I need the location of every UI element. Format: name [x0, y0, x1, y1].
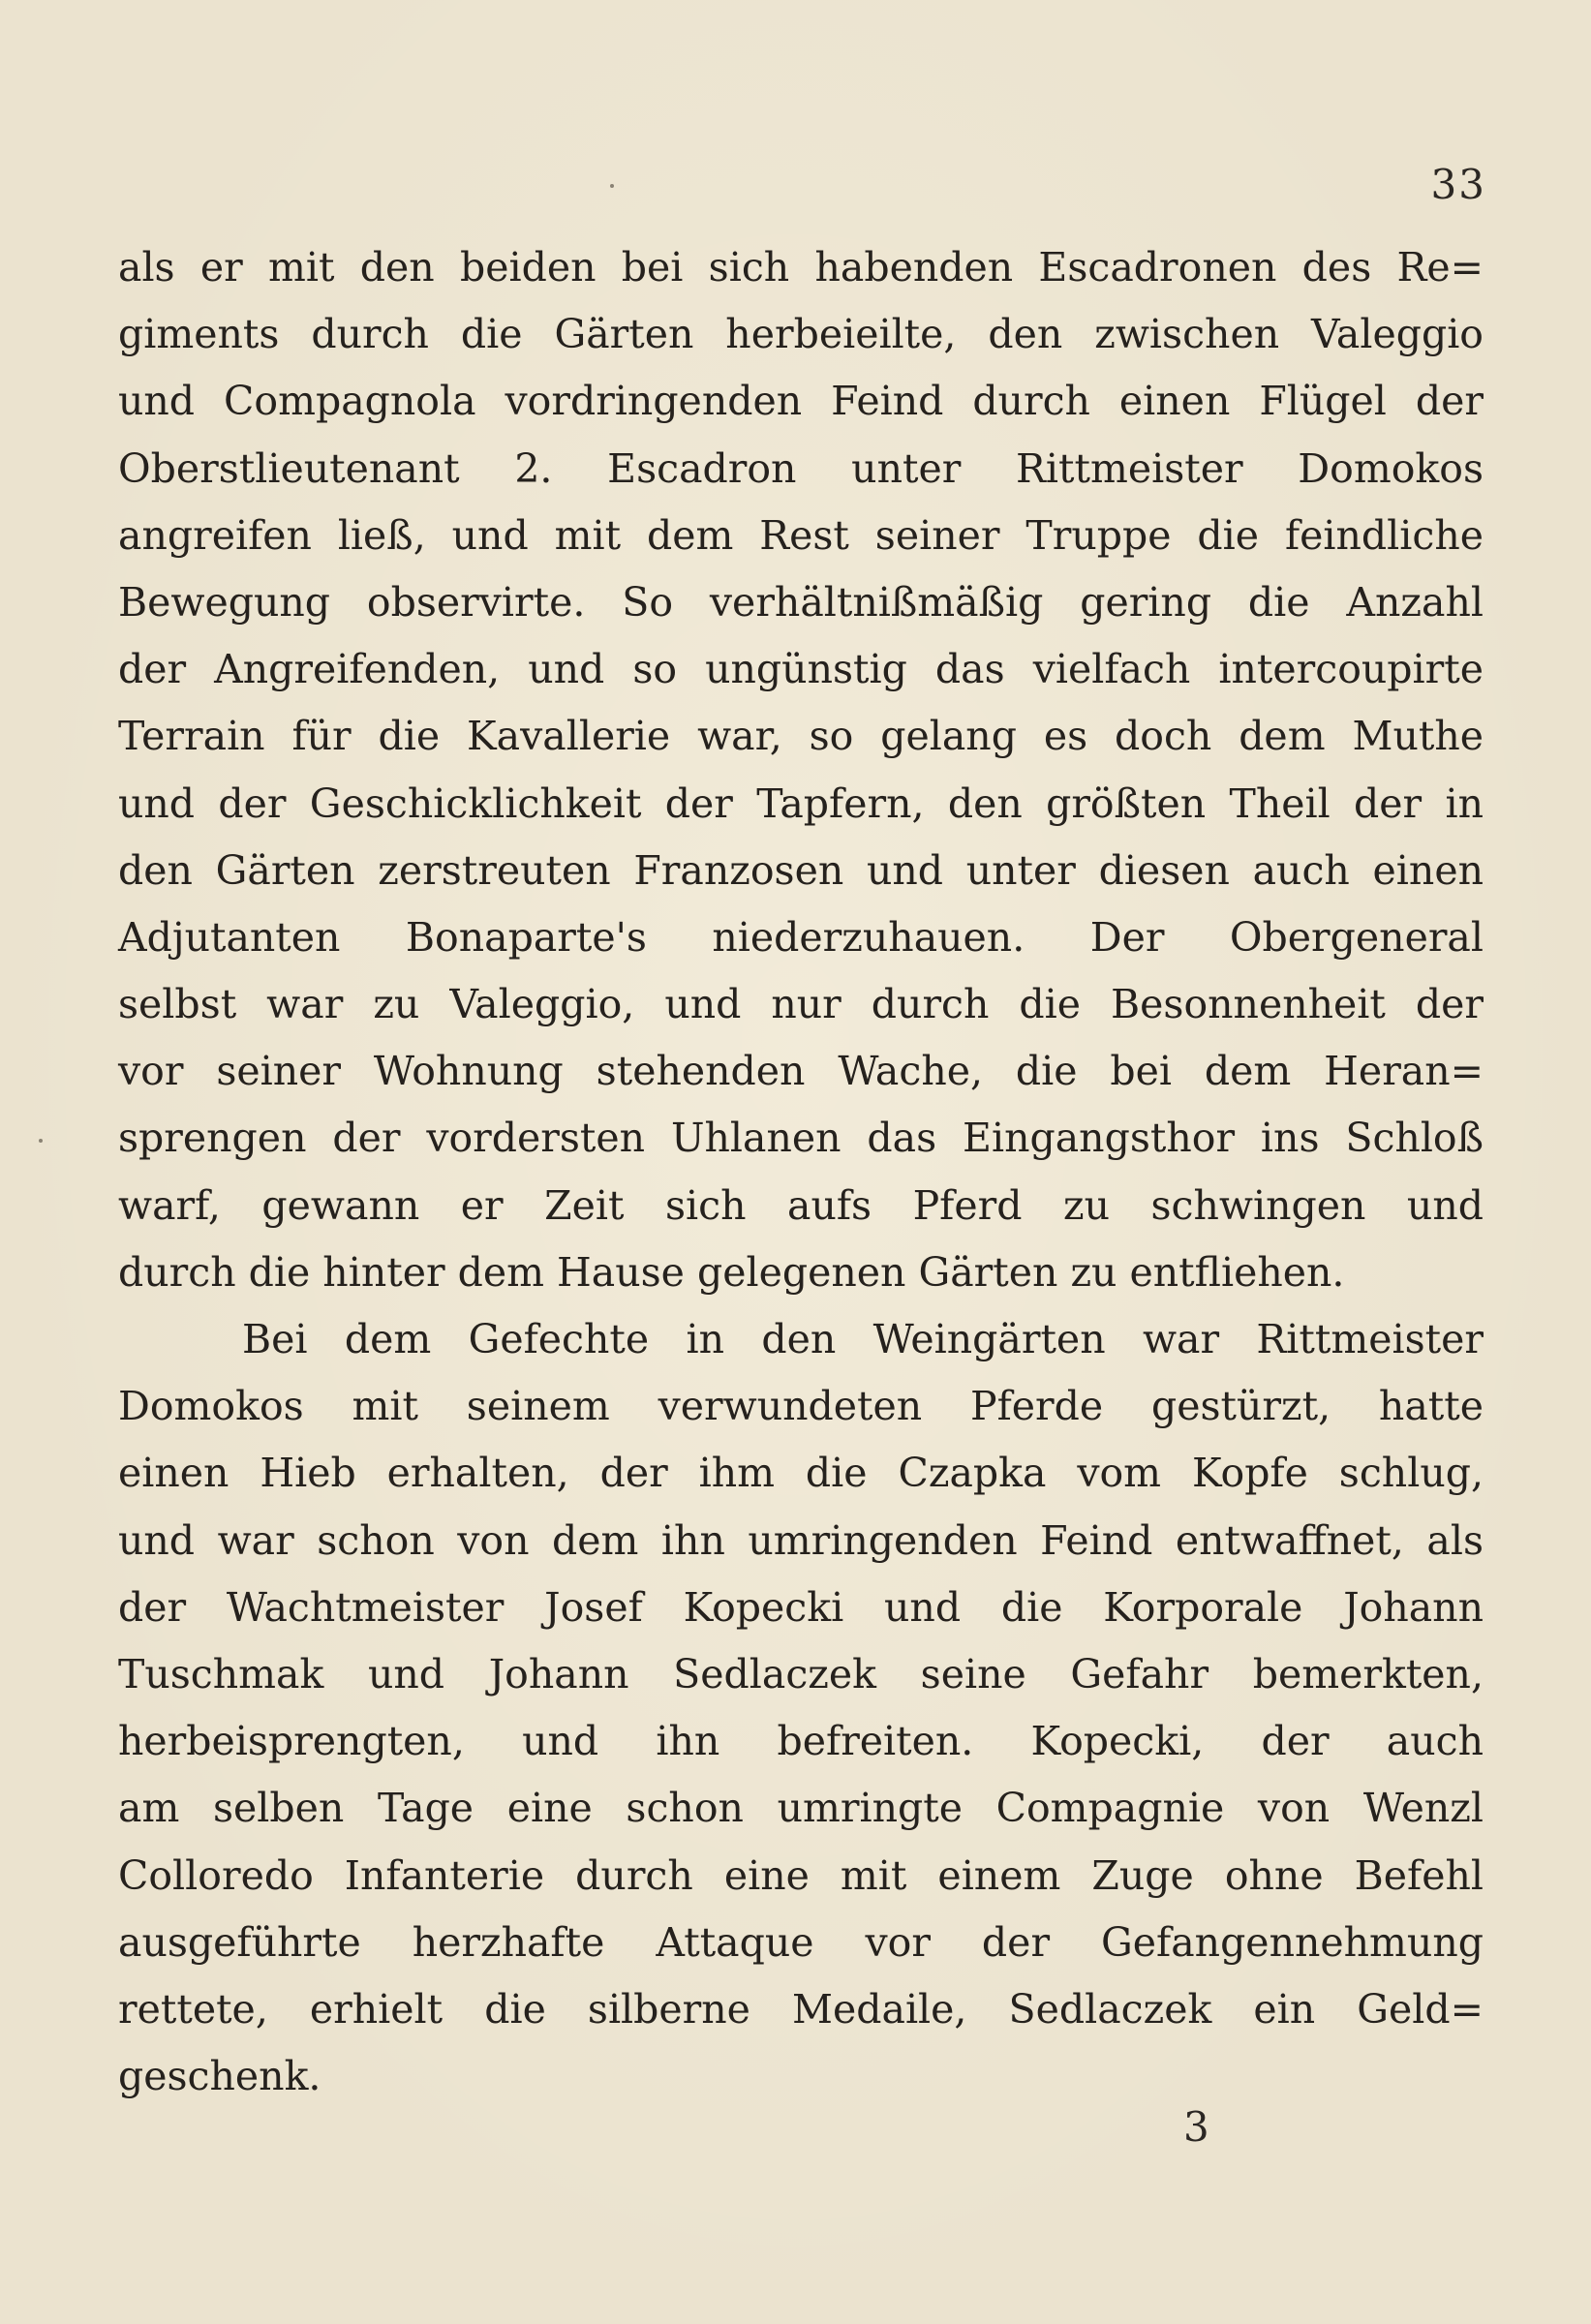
- text-line: Terrain für die Kavallerie war, so gelang es doch dem Muthe: [118, 713, 1484, 760]
- text-line: Tuschmak und Johann Sedlaczek seine Gefahr bemerkten,: [118, 1650, 1484, 1697]
- text-line: Adjutanten Bonaparte's niederzuhauen. Der Obergeneral: [118, 913, 1484, 961]
- text-line: und war schon von dem ihn umringenden Feind entwaffnet, als: [118, 1516, 1484, 1564]
- text-line: Oberstlieutenant 2. Escadron unter Rittmeister Domokos: [118, 444, 1484, 492]
- text-line: am selben Tage eine schon umringte Compagnie von Wenzl: [118, 1785, 1484, 1832]
- text-line: geschenk.: [118, 2053, 321, 2100]
- text-line: ausgeführte herzhafte Attaque vor der Gefangennehmung: [118, 1918, 1484, 1966]
- paragraph-1: [118, 234, 1484, 1306]
- page-number: 33: [1430, 161, 1486, 208]
- text-line: selbst war zu Valeggio, und nur durch die Besonnenheit der: [118, 981, 1484, 1028]
- text-line: herbeisprengten, und ihn befreiten. Kopecki, der auch: [118, 1718, 1484, 1765]
- text-line: Bei dem Gefechte in den Weingärten war Rittmeister: [242, 1316, 1484, 1362]
- text-line: Bewegung observirte. So verhältnißmäßig gering die Anzahl: [118, 578, 1484, 626]
- text-line: und Compagnola vordringenden Feind durch einen Flügel der: [118, 378, 1484, 425]
- paragraph-2: [118, 1306, 1484, 2110]
- signature-mark: 3: [1183, 2103, 1209, 2151]
- text-line: warf, gewann er Zeit sich aufs Pferd zu schwingen und: [118, 1181, 1484, 1229]
- text-line: einen Hieb erhalten, der ihm die Czapka vom Kopfe schlug,: [118, 1450, 1484, 1497]
- text-line: als er mit den beiden bei sich habenden Escadronen des Re=: [118, 244, 1484, 290]
- text-line: durch die hinter dem Hause gelegenen Gärten zu entfliehen.: [118, 1248, 1345, 1296]
- text-line: Colloredo Infanterie durch eine mit einem Zuge ohne Befehl: [118, 1851, 1484, 1899]
- text-line: sprengen der vordersten Uhlanen das Eingangsthor ins Schloß: [118, 1115, 1484, 1162]
- text-line: der Angreifenden, und so ungünstig das vielfach intercoupirte: [118, 646, 1484, 693]
- text-line: Domokos mit seinem verwundeten Pferde gestürzt, hatte: [118, 1383, 1484, 1430]
- text-line: vor seiner Wohnung stehenden Wache, die bei dem Heran=: [118, 1048, 1484, 1095]
- paper-speck: [610, 184, 614, 188]
- text-line: und der Geschicklichkeit der Tapfern, den größten Theil der in: [118, 780, 1484, 827]
- paper-speck: [39, 1139, 43, 1143]
- text-line: den Gärten zerstreuten Franzosen und unter diesen auch einen: [118, 846, 1484, 894]
- text-line: rettete, erhielt die silberne Medaile, Sedlaczek ein Geld=: [118, 1985, 1484, 2033]
- text-line: giments durch die Gärten herbeieilte, den zwischen Valeggio: [118, 311, 1484, 358]
- text-line: der Wachtmeister Josef Kopecki und die Korporale Johann: [118, 1583, 1484, 1631]
- body-text: [118, 234, 1484, 2110]
- text-line: angreifen ließ, und mit dem Rest seiner Truppe die feindliche: [118, 511, 1484, 559]
